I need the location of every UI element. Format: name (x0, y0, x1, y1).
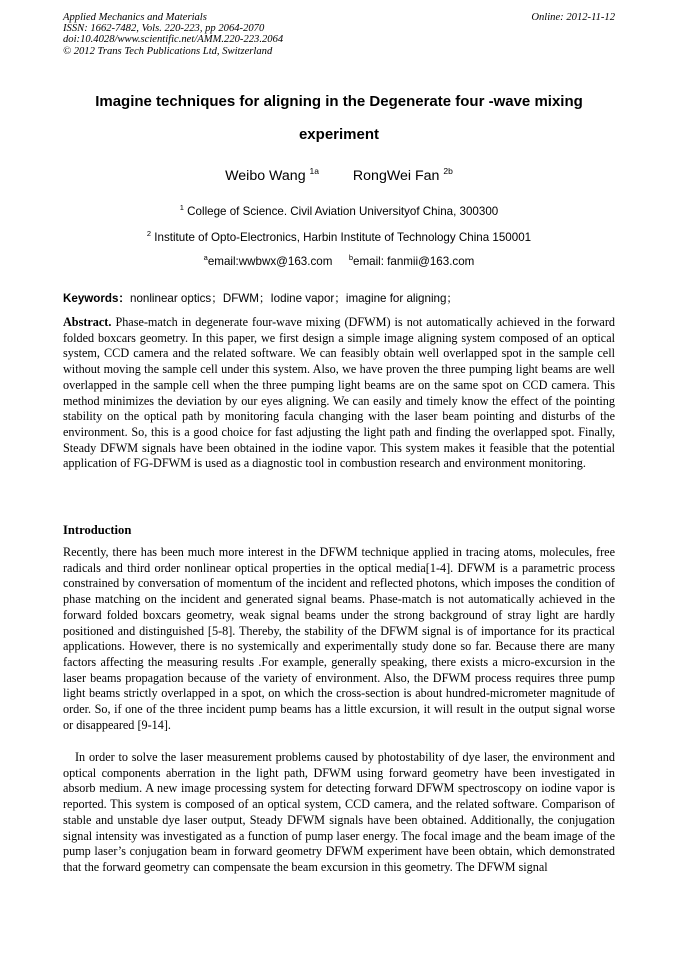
section-heading-introduction: Introduction (63, 523, 132, 537)
author-1: Weibo Wang (225, 168, 306, 184)
email-a-sup: a (203, 253, 208, 262)
doi-line[interactable]: doi:10.4028/www.scientific.net/AMM.220-223.2064 (63, 34, 284, 46)
author-2-sup: 2b (443, 166, 453, 176)
affiliation-2 (0, 229, 678, 244)
intro-paragraph-1: Recently, there has been much more interest in the DFWM technique applied in tracing atoms, molecules, free radicals and third order nonlinear optical properties in the optical media[1-4]. DFWM is a parametric process constrained by conversation of momentum of the incident and reflected photons, which imposes the condition of phase matching on the incident and generated signal beams. Phase-match is not automatically achieved in the forward folded boxcars geometry, weak signal beams under the strong background of stray light are hardly positioned and distinguished [5-8]. Thereby, the stability of the DFWM signal is of importance for its practical applications. However, there is no systemically and experimentally study done so far. Because there are many factors affecting the measuring results .For example, generally speaking, there exists a micro-excursion in the laser beams propagation because of the variety of environment. Also, the DFWM process requires three pump light beams strictly overlapped in a spot, on which the cross-section is about hundred-micrometer magnitude of order. So, if one of the three incident pump beams has a little excursion, it will result in the output signal worse or disappeared [9-14]. (63, 545, 615, 732)
abstract (63, 315, 615, 472)
author-1-sup: 1a (309, 166, 320, 176)
journal-header (63, 12, 283, 57)
affiliation-1 (0, 203, 678, 218)
email-b-sup: b (348, 253, 354, 262)
intro-paragraph-2: In order to solve the laser measurement problems caused by photostability of dye laser, the environment and optical components aberration in the light path, DFWM using forward geometry have been investigated in absorb medium. A new image processing system for detecting forward DFWM spectroscopy on iodine vapor is reported. This system is composed of an optical system, CCD camera, and the related software. Comparison of stable and unstable dye laser output, Steady DFWM signals have been obtained. Additionally, the conjugation signal intensity was investigated as a function of pump laser energy. The focal image and the beam image of the pump laser’s conjugation beam in forward geometry DFWM experiment have been obtain, which demonstrated that the forward geometry can compensate the beam excursion in this geometry. The DFWM signal (63, 750, 615, 874)
journal-name: Applied Mechanics and Materials (63, 12, 207, 23)
keywords-text: nonlinear optics；DFWM；Iodine vapor；imagine for aligning； (130, 292, 459, 305)
affiliation-2-text: Institute of Opto-Electronics, Harbin Institute of Technology China 150001 (154, 231, 532, 244)
keywords-label: Keywords： (63, 292, 131, 305)
affiliation-2-sup: 2 (146, 229, 152, 238)
affiliation-1-text: College of Science. Civil Aviation Universityof China, 300300 (187, 205, 499, 218)
paper-title-line-2: experiment (298, 126, 380, 143)
abstract-label: Abstract. (63, 315, 112, 329)
author-2: RongWei Fan (352, 168, 440, 184)
affiliation-1-sup: 1 (179, 203, 184, 212)
abstract-text: Phase-match in degenerate four-wave mixing (DFWM) is not automatically achieved in the forward folded boxcars geometry. In this paper, we first design a simple image aligning system composed of an optical system, CCD camera and the related software. We can feasibly obtain well overlapped spot in the sample cell without moving the sample cell under this system. Also, we have proven the three pumping light beams are well overlapped in the sample cell when the three pumping light beams are on the same spot on CCD camera. This method minimizes the deviation by our eyes aligning. We can easily and timely know the effect of the pointing stability on the optical path by monitoring facula changing with the laser beam pointing and disturbs of the environment. So, this is a good choice for fast adjusting the light path and finding the overlapped spot. Finally, Steady DFWM signals have been obtained in the iodine vapor. This system makes it feasible that the potential application of FG-DFWM is used as a diagnostic tool in combustion research and environment monitoring. (63, 315, 615, 471)
email-line (0, 253, 678, 268)
issn-line: ISSN: 1662-7482, Vols. 220-223, pp 2064-2070 (63, 23, 265, 35)
email-a[interactable]: email:wwbwx@163.com (207, 255, 333, 268)
email-b[interactable]: email: fanmii@163.com (353, 255, 475, 268)
copyright-line: © 2012 Trans Tech Publications Ltd, Switzerland (63, 45, 273, 57)
paper-title-line-1: Imagine techniques for aligning in the Degenerate four -wave mixing (95, 93, 583, 110)
author-list (0, 166, 678, 184)
online-date: Online: 2012-11-12 (531, 12, 615, 23)
keywords (63, 290, 458, 306)
